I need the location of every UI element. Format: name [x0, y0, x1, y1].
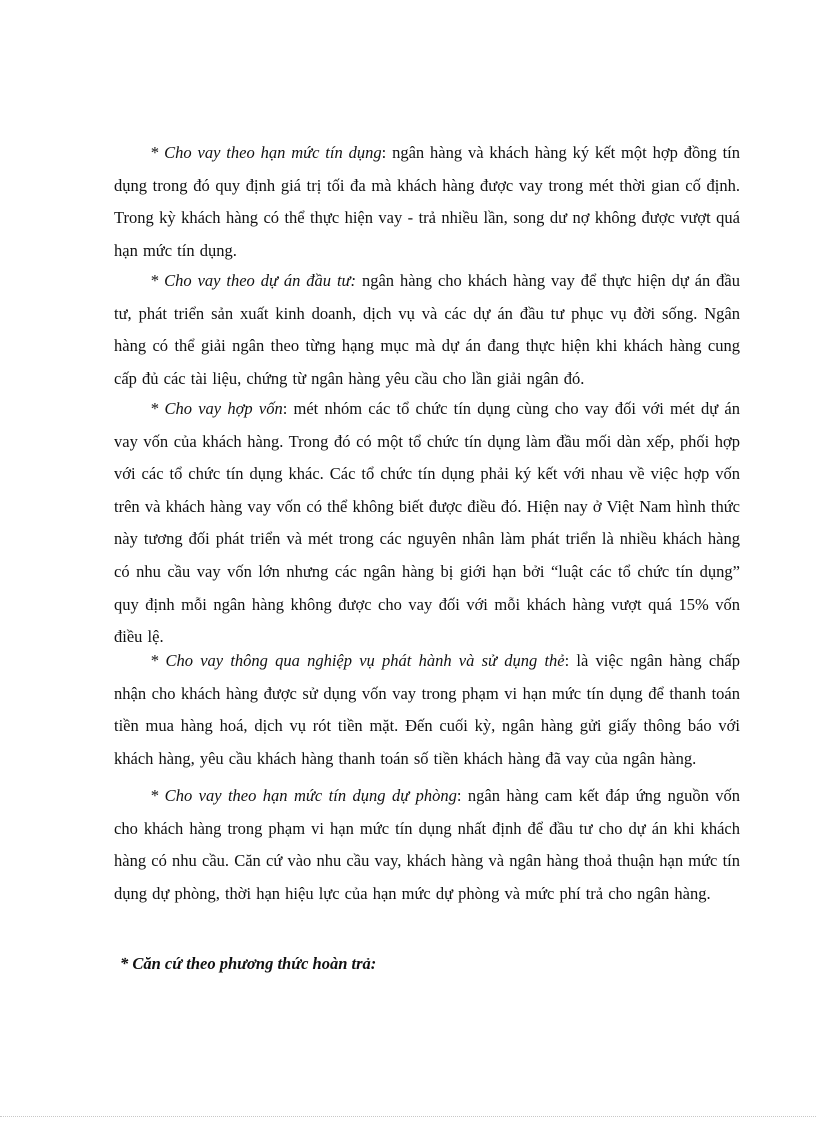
paragraph-body: : ngân hàng và khách hàng ký kết một hợp đồng tín dụng trong đó quy định giá trị tối đa mà khách hàng được vay trong mét thời gian cố định. Trong kỳ khách hàng có thể thực hiện vay - trả nhiều lần, song dư nợ không được vượt quá hạn mức tín dụng.: [114, 143, 740, 260]
paragraph-body: ngân hàng cho khách hàng vay để thực hiện dự án đầu tư, phát triển sản xuất kinh doanh, dịch vụ và các dự án đầu tư phục vụ đời sống. Ngân hàng có thể giải ngân theo từng hạng mục mà dự án đang thực hiện khi khách hàng cung cấp đủ các tài liệu, chứng từ ngân hàng yêu cầu cho lần giải ngân đó.: [114, 271, 741, 388]
page-bottom-divider: [0, 1116, 816, 1117]
section-heading: * Căn cứ theo phương thức hoàn trả:: [120, 954, 377, 973]
paragraph-lead: * Cho vay thông qua nghiệp vụ phát hành và sử dụng thẻ: [150, 651, 565, 670]
paragraph-body: : ngân hàng cam kết đáp ứng nguồn vốn cho khách hàng trong phạm vi hạn mức tín dụng nhất định để đầu tư cho dự án khi khách hàng có nhu cầu. Căn cứ vào nhu cầu vay, khách hàng và ngân hàng thoả thuận hạn mức tín dụng dự phòng, thời hạn hiệu lực của hạn mức dự phòng và mức phí trả cho ngân hàng.: [114, 786, 741, 903]
paragraph-credit-limit-loan: [114, 137, 740, 267]
paragraph-body: : là việc ngân hàng chấp nhận cho khách hàng được sử dụng vốn vay trong phạm vi hạn mức tín dụng để thanh toán tiền mua hàng hoá, dịch vụ rót tiền mặt. Đến cuối kỳ, ngân hàng gửi giấy thông báo với khách hàng, yêu cầu khách hàng thanh toán số tiền khách hàng đã vay của ngân hàng.: [114, 651, 740, 768]
paragraph-standby-credit-loan: [114, 780, 740, 910]
paragraph-lead: * Cho vay theo hạn mức tín dụng dự phòng: [150, 786, 457, 805]
paragraph-card-loan: [114, 645, 740, 775]
paragraph-lead: * Cho vay theo dự án đầu tư:: [150, 271, 357, 290]
paragraph-project-loan: [114, 265, 740, 395]
paragraph-lead: * Cho vay hợp vốn: [150, 399, 283, 418]
paragraph-body: : mét nhóm các tổ chức tín dụng cùng cho vay đối với mét dự án vay vốn của khách hàng. Trong đó có một tổ chức tín dụng làm đầu mối dàn xếp, phối hợp với các tổ chức tín dụng khác. Các tổ chức tín dụng phải ký kết với nhau về việc hợp vốn trên và khách hàng vay vốn có thể không biết được điều đó. Hiện nay ở Việt Nam hình thức này tương đối phát triển và mét trong các nguyên nhân làm phát triển là nhiều khách hàng có nhu cầu vay vốn lớn nhưng các ngân hàng bị giới hạn bởi “luật các tổ chức tín dụng” quy định mỗi ngân hàng không được cho vay đối với mỗi khách hàng vượt quá 15% vốn điều lệ.: [114, 399, 740, 647]
paragraph-lead: * Cho vay theo hạn mức tín dụng: [150, 143, 382, 162]
paragraph-syndicated-loan: [114, 393, 740, 654]
